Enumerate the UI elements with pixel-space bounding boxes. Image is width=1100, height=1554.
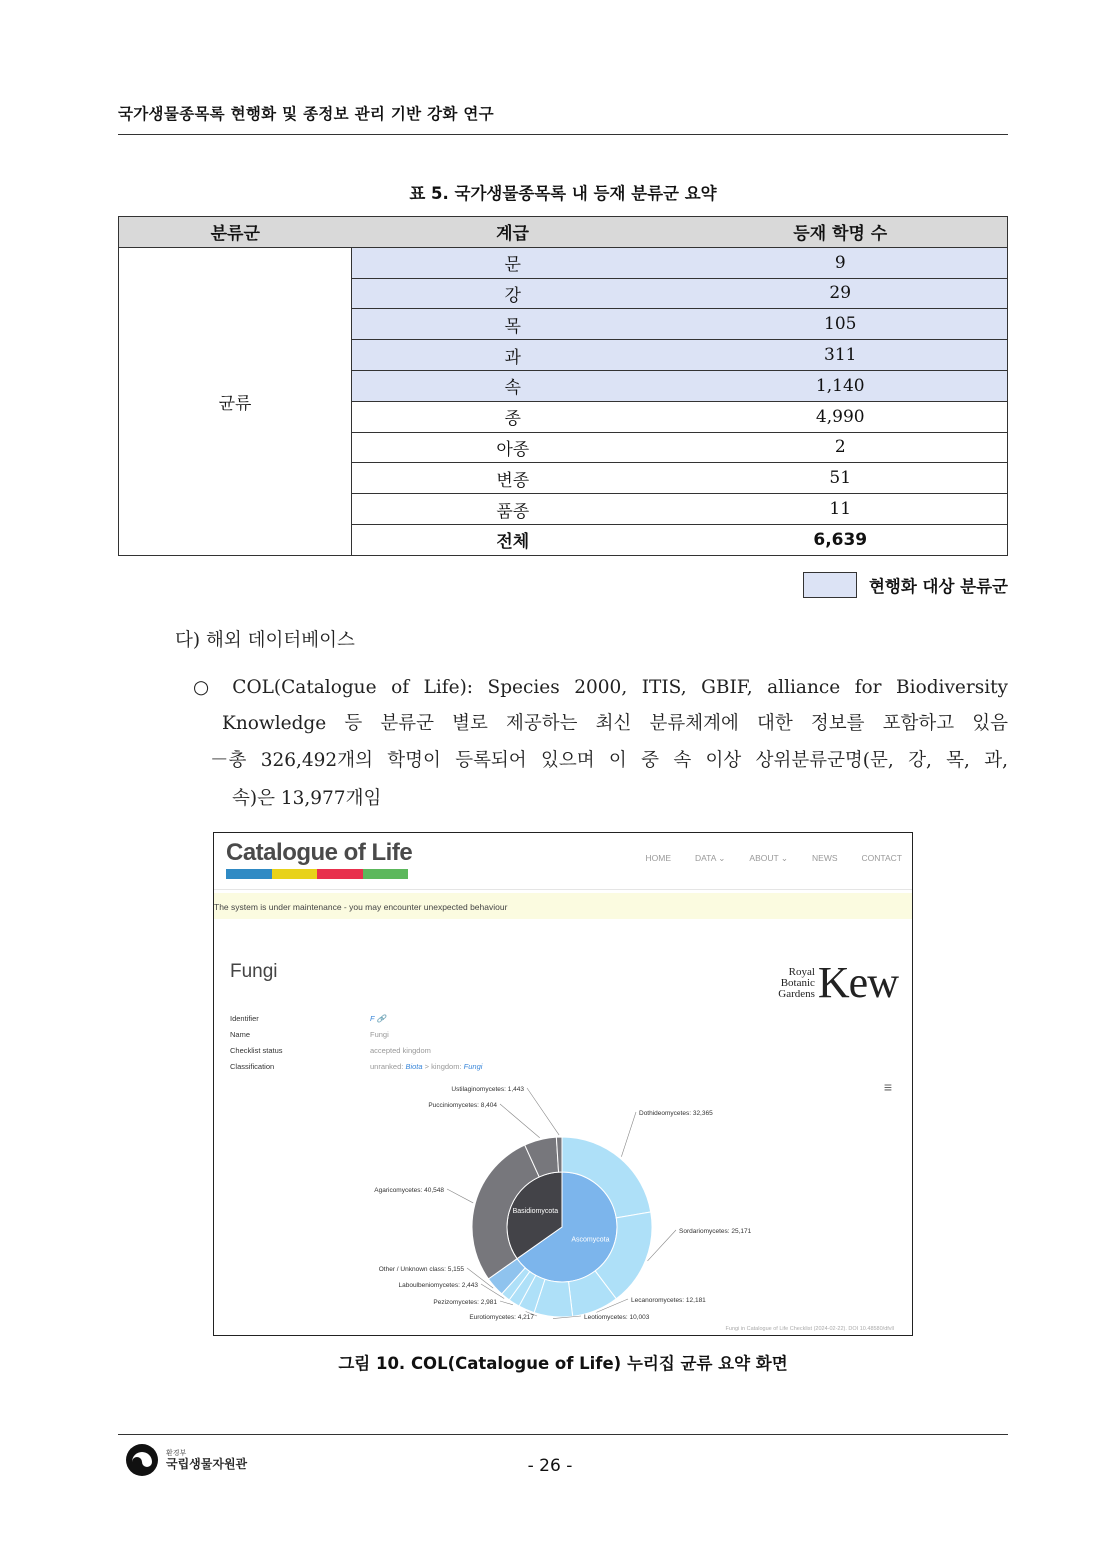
outer-slice-label: Eurotiomycetes: 4,217 xyxy=(469,1314,534,1321)
total-label: 전체 xyxy=(352,524,674,555)
outer-slice-label: Lecanoromycetes: 12,181 xyxy=(631,1297,706,1304)
column-header: 분류군 xyxy=(119,217,352,248)
identifier-link[interactable]: F 🔗 xyxy=(370,1014,386,1023)
rank-cell: 목 xyxy=(352,309,674,340)
rank-cell: 변종 xyxy=(352,463,674,494)
outer-slice-label: Pezizomycetes: 2,981 xyxy=(433,1299,497,1306)
outer-slice-label: Leotiomycetes: 10,003 xyxy=(584,1314,650,1321)
classification-fungi-link[interactable]: Fungi xyxy=(463,1062,483,1071)
footer-divider xyxy=(118,1434,1008,1435)
classification-path: unranked: Biota > kingdom: Fungi xyxy=(370,1062,483,1071)
outer-slice-label: Ustilaginomycetes: 1,443 xyxy=(451,1086,524,1093)
kew-wordmark: Kew xyxy=(817,958,898,1007)
nav-about[interactable]: ABOUT ⌄ xyxy=(749,853,789,863)
classification-biota-link[interactable]: Biota xyxy=(405,1062,423,1071)
outer-slice-label: Dothideomycetes: 32,365 xyxy=(639,1110,713,1117)
inner-slice-label: Ascomycota xyxy=(571,1236,610,1244)
outer-slice-label: Laboulbeniomycetes: 2,443 xyxy=(398,1282,478,1289)
maintenance-banner: The system is under maintenance - you may encounter unexpected behaviour xyxy=(214,893,912,919)
org-name: 국립생물자원관 xyxy=(166,1457,248,1471)
rank-cell: 과 xyxy=(352,340,674,371)
count-cell: 4,990 xyxy=(674,401,1008,432)
nav-news[interactable]: NEWS xyxy=(812,853,838,863)
meta-key: Classification xyxy=(230,1062,275,1071)
dash-paragraph xyxy=(210,742,1008,818)
kew-line: Royal xyxy=(788,965,815,978)
table-header-row xyxy=(119,217,1008,248)
rank-cell: 문 xyxy=(352,247,674,278)
nav-data[interactable]: DATA ⌄ xyxy=(694,853,726,863)
count-cell: 2 xyxy=(674,432,1008,463)
rank-cell: 품종 xyxy=(352,494,674,525)
leader-line xyxy=(500,1104,540,1138)
table-legend xyxy=(803,572,1008,598)
column-header: 등재 학명 수 xyxy=(674,217,1008,248)
header-divider xyxy=(118,134,1008,135)
outer-slice-label: Pucciniomycetes: 8,404 xyxy=(428,1102,497,1109)
outer-slice-label: Agaricomycetes: 40,548 xyxy=(374,1187,444,1194)
count-cell: 311 xyxy=(674,340,1008,371)
taxon-title: Fungi xyxy=(230,961,278,982)
kew-line: Gardens xyxy=(778,987,815,1000)
dash-line: －총 326,492개의 학명이 등록되어 있으며 이 중 속 이상 상위분류군명(문, 강, 목, 과, xyxy=(210,750,1008,771)
meta-value: Fungi xyxy=(370,1030,389,1039)
group-cell: 균류 xyxy=(119,247,352,555)
bullet-paragraph xyxy=(193,670,1008,742)
section-heading: 다) 해외 데이터베이스 xyxy=(175,630,355,651)
rank-cell: 속 xyxy=(352,370,674,401)
page-number: - 26 - xyxy=(527,1456,573,1476)
rank-cell: 아종 xyxy=(352,432,674,463)
kew-line: Botanic xyxy=(780,976,815,989)
legend-swatch xyxy=(803,572,857,598)
fungi-sunburst-chart xyxy=(214,833,913,1336)
count-cell: 1,140 xyxy=(674,370,1008,401)
nav-home[interactable]: HOME xyxy=(645,853,671,863)
table-row xyxy=(119,247,1008,278)
nav-contact[interactable]: CONTACT xyxy=(861,853,902,863)
leader-line xyxy=(527,1088,559,1135)
chart-credit: Fungi in Catalogue of Life Checklist (2024-02-22). DOI 10.48580/dfvll xyxy=(725,1326,894,1332)
figure-caption: 그림 10. COL(Catalogue of Life) 누리집 균류 요약 화면 xyxy=(338,1354,788,1373)
outer-slice-label: Other / Unknown class: 5,155 xyxy=(378,1266,464,1273)
col-website-screenshot xyxy=(213,832,913,1336)
bullet-line: Knowledge 등 분류군 별로 제공하는 최신 분류체계에 대한 정보를 포함하고 있음 xyxy=(222,713,1008,734)
column-header: 계급 xyxy=(352,217,674,248)
count-cell: 29 xyxy=(674,278,1008,309)
legend-label: 현행화 대상 분류군 xyxy=(868,577,1008,596)
leader-line xyxy=(447,1189,473,1203)
table-caption: 표 5. 국가생물종목록 내 등재 분류군 요약 xyxy=(409,184,717,203)
meta-key: Identifier xyxy=(230,1014,259,1023)
rank-cell: 종 xyxy=(352,401,674,432)
outer-slice-label: Sordariomycetes: 25,171 xyxy=(679,1228,752,1235)
taxa-summary-table xyxy=(118,216,1008,556)
total-count: 6,639 xyxy=(674,524,1008,555)
dash-line: 속)은 13,977개임 xyxy=(232,788,382,809)
inner-slice-label: Basidiomycota xyxy=(512,1208,559,1216)
count-cell: 105 xyxy=(674,309,1008,340)
col-logo[interactable]: Catalogue of Life xyxy=(226,839,413,866)
chart-menu-icon[interactable]: ≡ xyxy=(883,1079,892,1095)
count-cell: 9 xyxy=(674,247,1008,278)
count-cell: 11 xyxy=(674,494,1008,525)
bullet-line: ○ COL(Catalogue of Life): Species 2000, ITIS, GBIF, alliance for Biodiversity xyxy=(193,677,1008,698)
count-cell: 51 xyxy=(674,463,1008,494)
meta-key: Name xyxy=(230,1030,251,1039)
rank-cell: 강 xyxy=(352,278,674,309)
meta-value: accepted kingdom xyxy=(370,1046,431,1055)
org-ministry: 환경부 xyxy=(166,1449,187,1457)
leader-line xyxy=(621,1112,636,1157)
meta-key: Checklist status xyxy=(230,1046,283,1055)
running-header: 국가생물종목록 현행화 및 종정보 관리 기반 강화 연구 xyxy=(118,105,494,123)
